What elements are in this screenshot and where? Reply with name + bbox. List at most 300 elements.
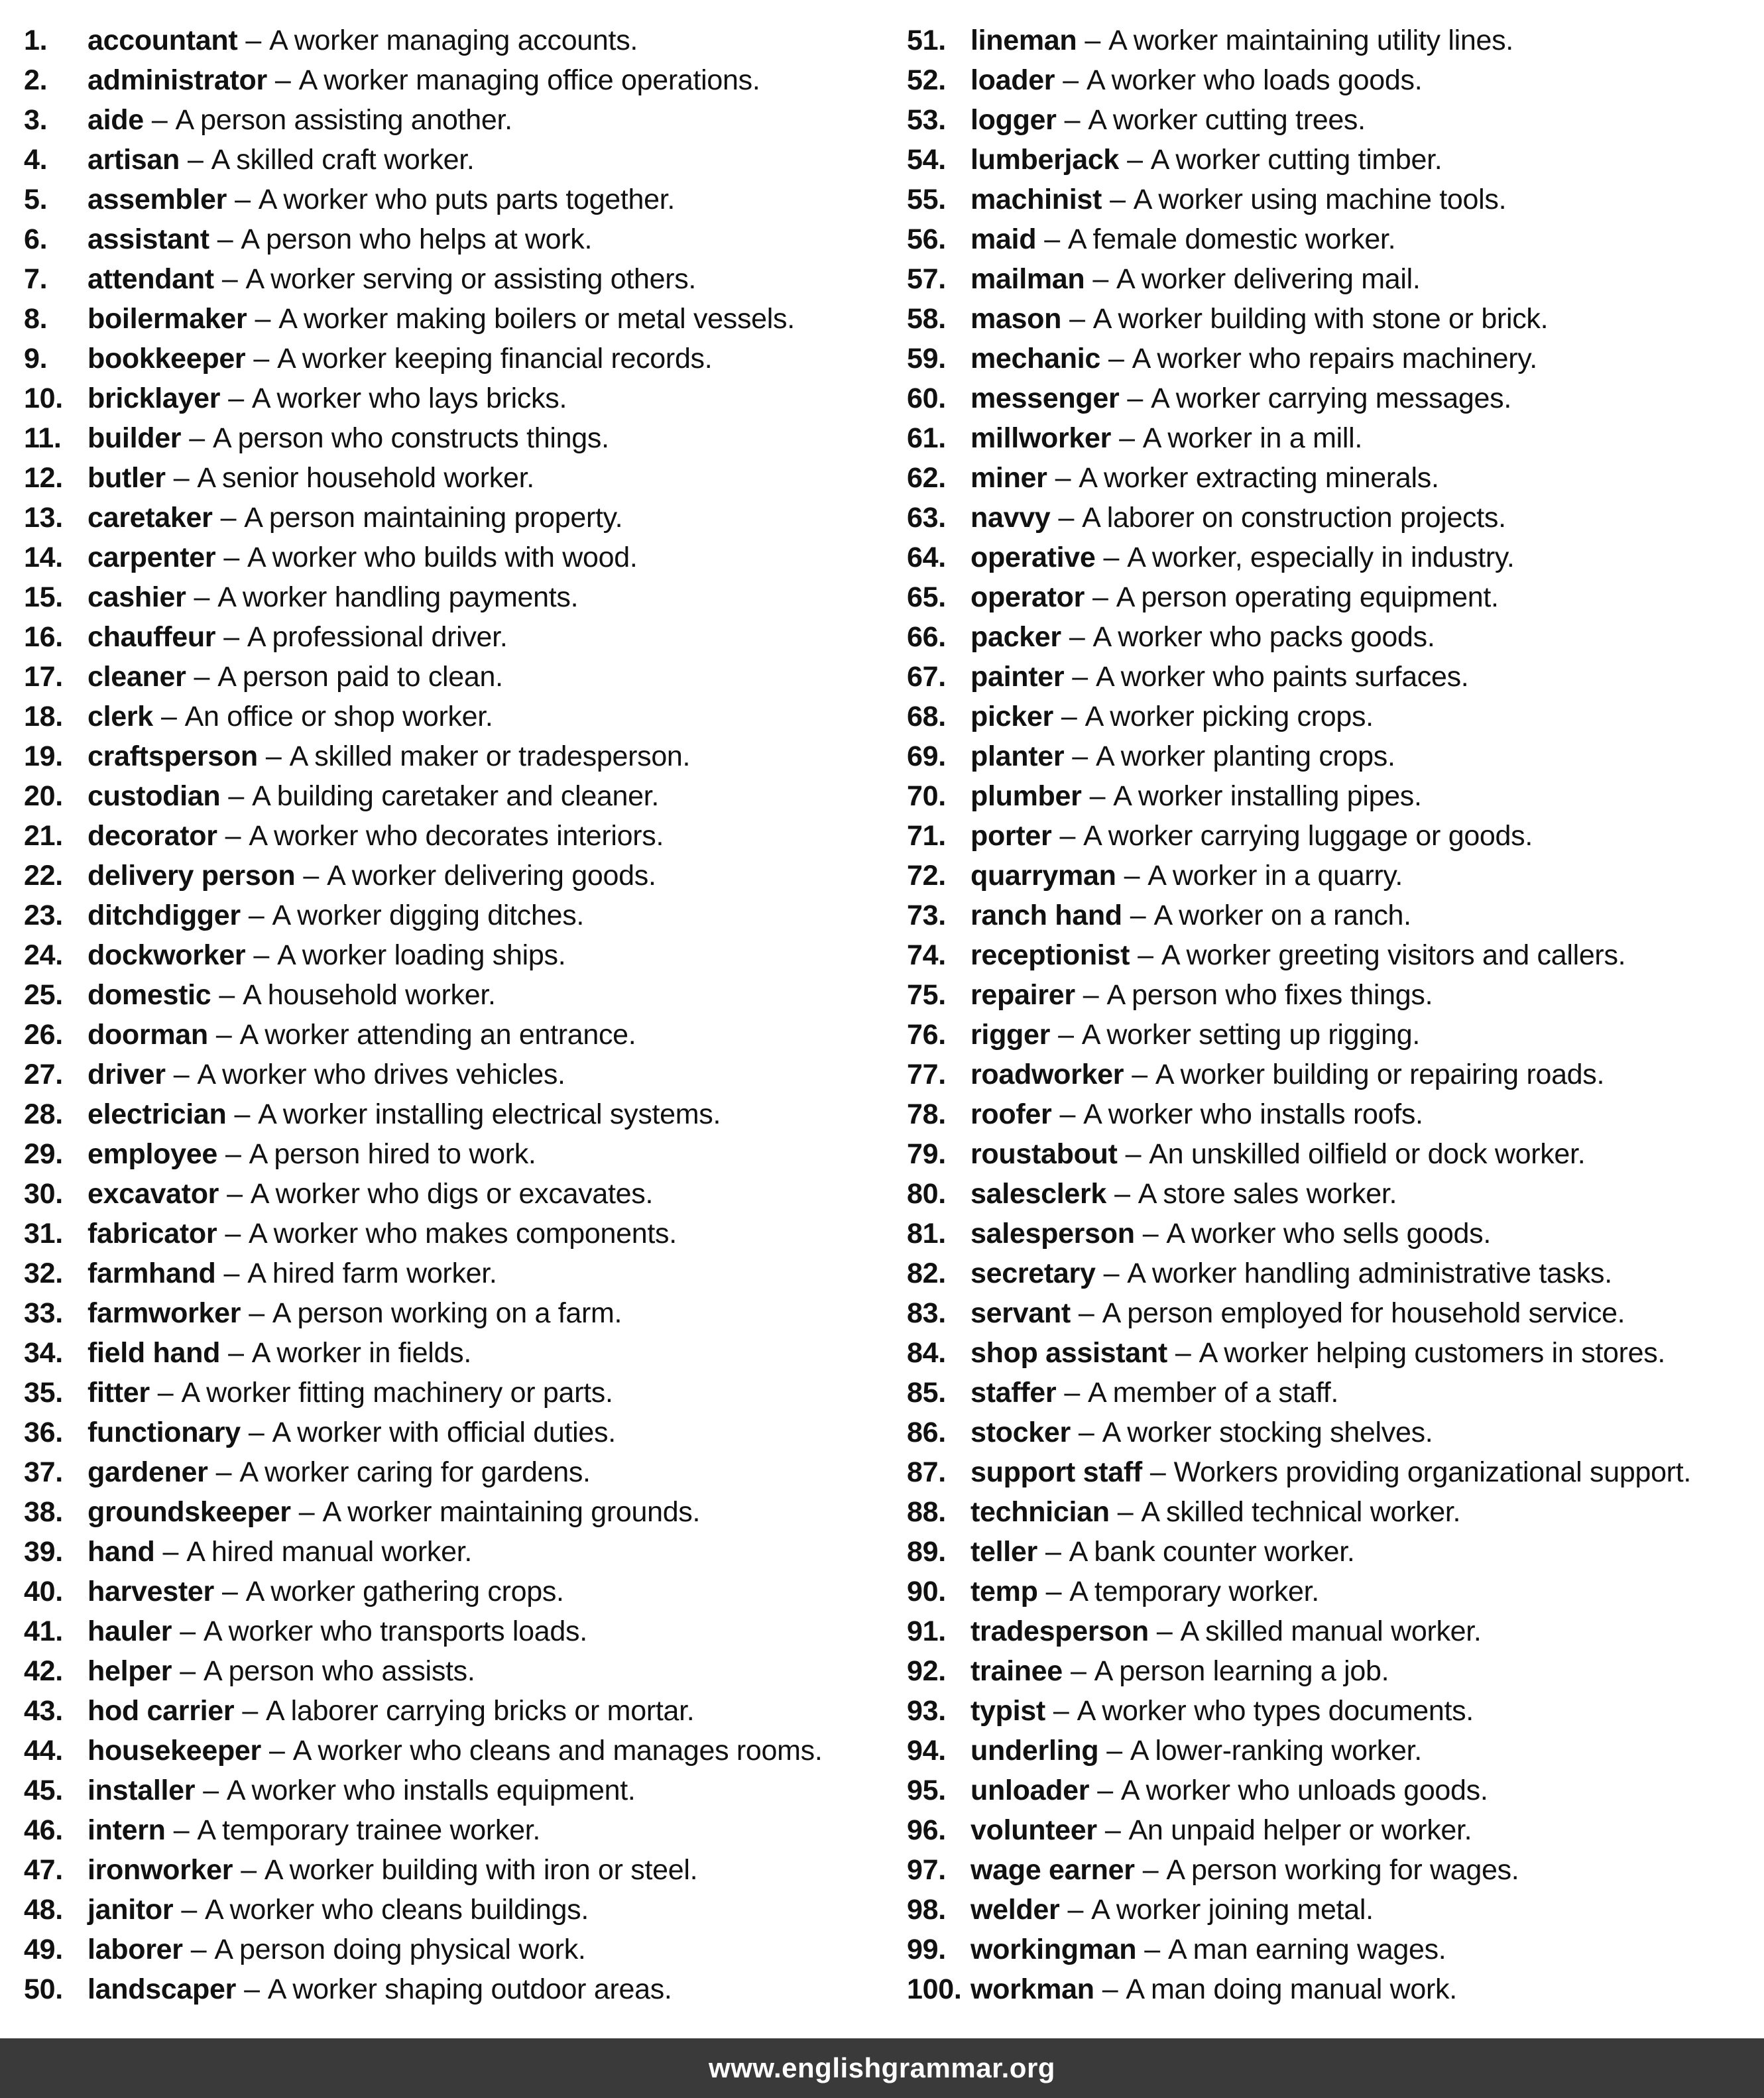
entry-number: 87. [907,1456,946,1488]
entry-term: quarryman [970,860,1116,892]
entry-number: 24. [24,939,63,971]
entry-number: 98. [907,1894,946,1926]
list-item [907,1134,1762,1174]
entry-separator: – [235,184,251,215]
entry-number: 58. [907,303,946,335]
entry-number: 100. [907,1973,962,2005]
entry-definition: A worker who installs equipment. [226,1775,636,1806]
list-item [24,1611,886,1651]
entry-definition: A worker caring for gardens. [239,1456,591,1488]
entry-separator: – [220,502,237,534]
entry-number: 72. [907,860,946,892]
entry-term: messenger [970,382,1120,414]
entry-definition: A worker in a quarry. [1147,860,1403,892]
entry-definition: A man doing manual work. [1126,1973,1457,2005]
entry-number: 44. [24,1735,63,1767]
entry-term: support staff [970,1456,1142,1488]
entry-term: bookkeeper [88,343,246,375]
list-item [24,538,886,577]
entry-number: 43. [24,1695,63,1727]
entry-separator: – [1175,1337,1191,1369]
entry-separator: – [180,1655,196,1687]
entry-definition: A worker attending an entrance. [239,1019,636,1051]
entry-separator: – [303,860,320,892]
list-item [907,21,1762,60]
entry-term: housekeeper [88,1735,261,1767]
entry-term: field hand [88,1337,221,1369]
entry-number: 73. [907,900,946,931]
entry-separator: – [242,1695,258,1727]
entry-number: 23. [24,900,63,931]
list-item [24,1930,886,1969]
entry-definition: A person who helps at work. [241,223,593,255]
entry-term: intern [88,1814,166,1846]
entry-term: caretaker [88,502,213,534]
entry-term: groundskeeper [88,1496,291,1528]
entry-number: 32. [24,1257,63,1289]
list-item [24,1373,886,1413]
entry-term: electrician [88,1098,227,1130]
entry-number: 4. [24,144,48,176]
entry-number: 82. [907,1257,946,1289]
entry-term: servant [970,1297,1071,1329]
list-item [24,418,886,458]
entry-definition: A person doing physical work. [214,1934,586,1965]
entry-number: 56. [907,223,946,255]
entry-definition: A building caretaker and cleaner. [252,780,660,812]
entry-number: 12. [24,462,63,494]
entry-term: workman [970,1973,1094,2005]
entry-term: ditchdigger [88,900,241,931]
entry-definition: A worker cutting timber. [1150,144,1442,176]
entry-number: 3. [24,104,48,136]
list-item [24,896,886,935]
entry-number: 99. [907,1934,946,1965]
entry-separator: – [1114,1178,1130,1210]
list-item [24,1134,886,1174]
entry-separator: – [173,1814,190,1846]
entry-number: 20. [24,780,63,812]
list-item [907,1850,1762,1890]
entry-number: 57. [907,263,946,295]
entry-definition: A worker, especially in industry. [1127,542,1515,573]
entry-term: janitor [88,1894,174,1926]
entry-definition: A worker serving or assisting others. [245,263,697,295]
entry-number: 34. [24,1337,63,1369]
entry-number: 26. [24,1019,63,1051]
entry-separator: – [241,1854,257,1886]
entry-definition: A worker who decorates interiors. [249,820,664,852]
entry-number: 95. [907,1775,946,1806]
entry-term: operator [970,581,1085,613]
entry-term: navvy [970,502,1051,534]
list-item [907,1214,1762,1253]
entry-separator: – [221,1576,238,1607]
entry-term: driver [88,1059,166,1090]
entry-term: tradesperson [970,1615,1149,1647]
entry-definition: A person hired to work. [249,1138,536,1170]
list-item [907,1969,1762,2009]
entry-term: logger [970,104,1057,136]
entry-term: maid [970,223,1037,255]
list-item [907,1810,1762,1850]
entry-term: underling [970,1735,1099,1767]
entry-number: 69. [907,740,946,772]
entry-term: butler [88,462,166,494]
entry-number: 53. [907,104,946,136]
list-item [907,1413,1762,1452]
entry-term: doorman [88,1019,208,1051]
entry-term: volunteer [970,1814,1097,1846]
entry-definition: A worker managing accounts. [269,25,638,56]
entry-number: 52. [907,64,946,96]
list-item [907,1174,1762,1214]
entry-separator: – [1072,740,1088,772]
entry-separator: – [180,1615,196,1647]
entry-term: domestic [88,979,211,1011]
list-item [24,776,886,816]
entry-number: 76. [907,1019,946,1051]
list-item [24,1452,886,1492]
entry-number: 55. [907,184,946,215]
entry-definition: A worker who drives vehicles. [197,1059,565,1090]
entry-number: 94. [907,1735,946,1767]
entry-separator: – [228,1337,244,1369]
entry-term: typist [970,1695,1045,1727]
entry-number: 92. [907,1655,946,1687]
entry-number: 33. [24,1297,63,1329]
entry-separator: – [1045,1536,1061,1568]
entry-number: 45. [24,1775,63,1806]
entry-term: builder [88,422,182,454]
entry-definition: A person who assists. [203,1655,475,1687]
list-item [24,1651,886,1691]
entry-term: staffer [970,1377,1057,1409]
entry-definition: A worker shaping outdoor areas. [267,1973,672,2005]
entry-definition: A worker installing pipes. [1113,780,1422,812]
list-item [24,219,886,259]
entry-number: 36. [24,1417,63,1448]
entry-term: planter [970,740,1065,772]
entry-term: aide [88,104,144,136]
entry-separator: – [298,1496,315,1528]
entry-number: 89. [907,1536,946,1568]
list-item [24,1731,886,1771]
list-item [907,498,1762,538]
entry-separator: – [1106,1735,1122,1767]
entry-term: wage earner [970,1854,1135,1886]
entry-term: mailman [970,263,1085,295]
entry-term: receptionist [970,939,1130,971]
entry-definition: A person working on a farm. [272,1297,622,1329]
entry-definition: A worker who repairs machinery. [1132,343,1537,375]
footer-bar [0,2038,1764,2098]
entry-term: laborer [88,1934,183,1965]
list-item [907,1532,1762,1572]
entry-definition: A worker who lays bricks. [251,382,567,414]
entry-separator: – [225,1138,241,1170]
entry-number: 66. [907,621,946,653]
entry-separator: – [1103,1257,1120,1289]
entry-number: 29. [24,1138,63,1170]
entry-number: 90. [907,1576,946,1607]
entry-separator: – [1058,502,1075,534]
entry-definition: A worker building with iron or steel. [264,1854,698,1886]
entry-separator: – [194,581,210,613]
list-item [24,299,886,339]
entry-separator: – [234,1098,251,1130]
entry-separator: – [227,1178,243,1210]
entry-term: temp [970,1576,1038,1607]
entry-separator: – [255,303,271,335]
entry-separator: – [1132,1059,1147,1090]
entry-definition: A worker who unloads goods. [1120,1775,1488,1806]
entry-number: 6. [24,223,48,255]
list-item [907,299,1762,339]
entry-definition: A person who fixes things. [1106,979,1433,1011]
entry-separator: – [1102,1973,1118,2005]
entry-definition: A worker digging ditches. [272,900,585,931]
entry-number: 78. [907,1098,946,1130]
entry-term: harvester [88,1576,214,1607]
entry-term: loader [970,64,1055,96]
entry-number: 25. [24,979,63,1011]
entry-term: unloader [970,1775,1090,1806]
entry-definition: A worker delivering goods. [327,860,656,892]
entry-term: roadworker [970,1059,1124,1090]
entry-definition: A worker making boilers or metal vessels. [278,303,795,335]
entry-term: farmhand [88,1257,216,1289]
entry-number: 14. [24,542,63,573]
entry-term: picker [970,701,1053,732]
entry-number: 60. [907,382,946,414]
entry-separator: – [249,1297,265,1329]
list-item [907,100,1762,140]
entry-separator: – [1144,1934,1160,1965]
list-item [907,180,1762,219]
entry-term: landscaper [88,1973,237,2005]
entry-term: boilermaker [88,303,247,335]
entry-definition: A worker carrying luggage or goods. [1083,820,1533,852]
entry-separator: – [162,1536,179,1568]
entry-term: ranch hand [970,900,1122,931]
entry-separator: – [1117,1496,1134,1528]
entry-definition: A worker setting up rigging. [1081,1019,1421,1051]
entry-separator: – [223,621,239,653]
list-item [24,1810,886,1850]
entry-definition: A worker handling administrative tasks. [1127,1257,1612,1289]
entry-definition: A lower-ranking worker. [1130,1735,1422,1767]
list-item [907,1452,1762,1492]
list-item [907,816,1762,856]
entry-separator: – [1063,64,1079,96]
list-item [907,577,1762,617]
entry-term: salesperson [970,1218,1135,1250]
entry-separator: – [223,1257,240,1289]
entry-separator: – [253,343,270,375]
entry-term: fabricator [88,1218,217,1250]
entry-definition: A laborer on construction projects. [1082,502,1506,534]
entry-number: 10. [24,382,63,414]
entry-term: clerk [88,701,153,732]
list-item [24,617,886,657]
entry-definition: A worker who sells goods. [1166,1218,1491,1250]
entry-number: 13. [24,502,63,534]
entry-definition: A worker who digs or excavates. [250,1178,654,1210]
entry-definition: A worker who puts parts together. [258,184,676,215]
list-item [907,538,1762,577]
entry-definition: A worker stocking shelves. [1102,1417,1433,1448]
entry-separator: – [1064,104,1081,136]
list-item [24,1333,886,1373]
list-item [24,697,886,736]
entry-separator: – [1104,1814,1121,1846]
entry-number: 63. [907,502,946,534]
entry-term: stocker [970,1417,1071,1448]
entry-separator: – [1138,939,1153,971]
entry-number: 31. [24,1218,63,1250]
entry-separator: – [1110,184,1126,215]
entry-separator: – [1059,820,1076,852]
entry-term: roustabout [970,1138,1118,1170]
entry-separator: – [248,1417,265,1448]
list-item [24,1969,886,2009]
entry-number: 2. [24,64,48,96]
entry-term: workingman [970,1934,1137,1965]
entry-term: mason [970,303,1062,335]
entry-term: hauler [88,1615,172,1647]
list-item [907,1731,1762,1771]
entry-term: repairer [970,979,1075,1011]
list-item [24,1850,886,1890]
entry-number: 41. [24,1615,63,1647]
entry-term: salesclerk [970,1178,1107,1210]
list-item [907,1572,1762,1611]
entry-definition: A worker who loads goods. [1086,64,1423,96]
entry-separator: – [1061,701,1077,732]
list-item [24,60,886,100]
entry-separator: – [1127,382,1144,414]
entry-definition: A worker who cleans and manages rooms. [292,1735,823,1767]
entry-definition: An office or shop worker. [184,701,493,732]
entry-term: custodian [88,780,221,812]
entry-term: hand [88,1536,155,1568]
entry-separator: – [1053,1695,1069,1727]
list-item [24,1572,886,1611]
entry-separator: – [228,382,244,414]
entry-number: 50. [24,1973,63,2005]
entry-separator: – [1142,1218,1159,1250]
entry-term: bricklayer [88,382,221,414]
entry-separator: – [1069,621,1085,653]
entry-separator: – [1085,25,1101,56]
entry-separator: – [217,223,233,255]
entry-definition: A worker loading ships. [277,939,566,971]
entry-number: 93. [907,1695,946,1727]
entry-definition: A skilled craft worker. [211,144,475,176]
entry-definition: A worker on a ranch. [1153,900,1411,931]
entry-definition: A worker fitting machinery or parts. [181,1377,613,1409]
entry-term: lumberjack [970,144,1120,176]
entry-definition: A person working for wages. [1166,1854,1519,1886]
entry-definition: A worker helping customers in stores. [1199,1337,1666,1369]
entry-number: 77. [907,1059,946,1090]
list-item [24,339,886,379]
entry-number: 75. [907,979,946,1011]
entry-definition: A person assisting another. [175,104,512,136]
list-item [24,21,886,60]
list-item [24,1174,886,1214]
entry-number: 88. [907,1496,946,1528]
list-item [907,935,1762,975]
entry-definition: A temporary trainee worker. [197,1814,541,1846]
list-item [24,1015,886,1055]
entry-term: assembler [88,184,227,215]
list-item [24,1492,886,1532]
entry-separator: – [1149,1456,1166,1488]
entry-number: 96. [907,1814,946,1846]
list-item [907,1691,1762,1731]
entry-definition: A worker who paints surfaces. [1095,661,1469,693]
entry-term: employee [88,1138,217,1170]
entry-term: operative [970,542,1096,573]
list-item [907,1293,1762,1333]
entry-definition: Workers providing organizational support. [1173,1456,1691,1488]
entry-number: 81. [907,1218,946,1250]
entry-definition: A worker building or repairing roads. [1155,1059,1605,1090]
entry-separator: – [1125,1138,1142,1170]
entry-term: carpenter [88,542,216,573]
list-item [907,60,1762,100]
list-item [24,1691,886,1731]
entry-separator: – [1103,542,1120,573]
entry-separator: – [1083,979,1099,1011]
entry-number: 83. [907,1297,946,1329]
entry-number: 49. [24,1934,63,1965]
entry-term: excavator [88,1178,219,1210]
entry-number: 39. [24,1536,63,1568]
entry-definition: A worker who types documents. [1077,1695,1474,1727]
list-item [24,498,886,538]
entry-term: attendant [88,263,214,295]
entry-number: 47. [24,1854,63,1886]
list-item [24,1413,886,1452]
list-item [24,1055,886,1094]
list-item [24,1532,886,1572]
entry-definition: A person employed for household service. [1102,1297,1625,1329]
entry-definition: A worker who cleans buildings. [204,1894,589,1926]
entry-definition: A laborer carrying bricks or mortar. [266,1695,695,1727]
entry-separator: – [1064,1377,1080,1409]
entry-number: 16. [24,621,63,653]
entry-term: welder [970,1894,1060,1926]
list-item [24,1094,886,1134]
entry-separator: – [1089,780,1106,812]
entry-separator: – [1127,144,1143,176]
entry-definition: An unskilled oilfield or dock worker. [1149,1138,1586,1170]
entry-definition: A worker who packs goods. [1092,621,1435,653]
entry-number: 79. [907,1138,946,1170]
entry-definition: A worker in fields. [251,1337,472,1369]
entry-separator: – [1097,1775,1113,1806]
entry-number: 22. [24,860,63,892]
entry-separator: – [274,64,291,96]
list-item [907,1651,1762,1691]
entry-term: delivery person [88,860,296,892]
entry-number: 35. [24,1377,63,1409]
entry-definition: A worker who transports loads. [203,1615,587,1647]
entry-separator: – [189,422,205,454]
